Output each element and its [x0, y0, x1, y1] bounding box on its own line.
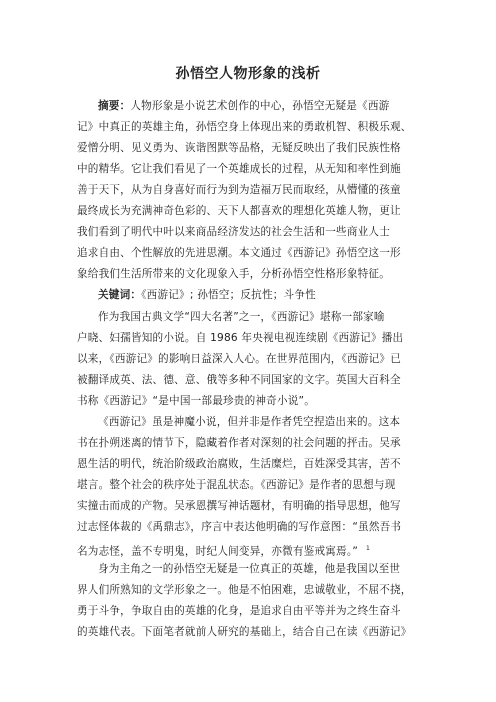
keywords-label: 关键词：: [98, 289, 142, 301]
body-line: 户晓、妇孺皆知的小说。自 1986 年央视电视连续剧《西游记》播出: [77, 332, 404, 344]
body-line: 堪言。整个社会的秩序处于混乱状态。《西游记》是作者的思想与现: [77, 479, 396, 491]
body-line: 身为主角之一的孙悟空无疑是一位真正的英雄，他是我国以至世: [98, 563, 401, 575]
abstract-line: 我们看到了明代中叶以来商品经济发达的社会生活和一些商业人士: [77, 226, 391, 238]
keywords-line: [77, 285, 429, 306]
body-line: 被翻译成英、法、德、意、俄等多种不同国家的文字。英国大百科全: [77, 374, 401, 386]
abstract-line: 爱憎分明、见义勇为、诙谐图默等品格，无疑反映出了我们民族性格: [77, 142, 401, 154]
body-line: 过志怪体裁的《禹鼎志》，序言中表达他明确的写作意图：“虽然吾书: [77, 521, 402, 533]
body-line: 书称《西游记》“是中国一部最珍贵的神奇小说”。: [77, 395, 316, 407]
abstract-line: 象给我们生活所带来的文化现象入手，分析孙悟空性格形象特征。: [77, 268, 391, 280]
abstract-block: [77, 96, 429, 306]
footnote-marker: 1: [366, 545, 371, 552]
abstract-line: 中的精华。它让我们看见了一个英雄成长的过程，从无知和率性到施: [77, 163, 401, 175]
abstract-label: 摘要：: [98, 100, 131, 112]
abstract-line: 追求自由、个性解放的先进思潮。本文通过《西游记》孙悟空这一形: [77, 247, 401, 259]
abstract-line: 善于天下，从为自身喜好而行为到为造福万民而取经，从懵懂的孩童: [77, 184, 401, 196]
body-line: 《西游记》虽是神魔小说，但并非是作者凭空捏造出来的。这本: [98, 416, 401, 428]
body-line: 勇于斗争，争取自由的英雄的化身，是追求自由平等并为之终生奋斗: [77, 605, 401, 617]
body-line: 书在扑朔迷离的情节下，隐藏着作者对深刻的社会问题的抨击。吴承: [77, 437, 401, 449]
body-line: 实撞击而成的产物。吴承恩撰写神话题材，有明确的指导思想，他写: [77, 500, 401, 512]
abstract-line: 记》中真正的英雄主角，孙悟空身上体现出来的勇敢机智、积极乐观、: [77, 121, 412, 133]
body-line: 的英雄代表。下面笔者就前人研究的基础上，结合自己在读《西游记》: [77, 626, 412, 638]
abstract-line: 最终成长为充满神奇色彩的、天下人都喜欢的理想化英雄人物，更让: [77, 205, 401, 217]
keywords-text: 《西游记》; 孙悟空；反抗性；斗争性: [141, 289, 316, 301]
abstract-line-1: 摘要：人物形象是小说艺术创作的中心，孙悟空无疑是《西游: [98, 100, 390, 112]
body-line: 名为志怪，盖不专明鬼，时纪人间变异，亦微有鉴戒寓焉。” $^1$: [77, 545, 371, 558]
body-line: 恩生活的明代，统治阶级政治腐败，生活糜烂，百姓深受其害，苦不: [77, 458, 401, 470]
page-title: 孙悟空人物形象的浅析: [175, 66, 321, 82]
body-line: 界人们所熟知的文学形象之一。他是不怕困难，忠诚敬业，不屈不挠，: [77, 584, 412, 596]
body-line: 以来，《西游记》的影响日益深入人心。在世界范围内，《西游记》已: [77, 353, 402, 365]
body-line: 作为我国古典文学“四大名著”之一，《西游记》堪称一部家喻: [98, 311, 385, 323]
body-text: [77, 307, 429, 643]
